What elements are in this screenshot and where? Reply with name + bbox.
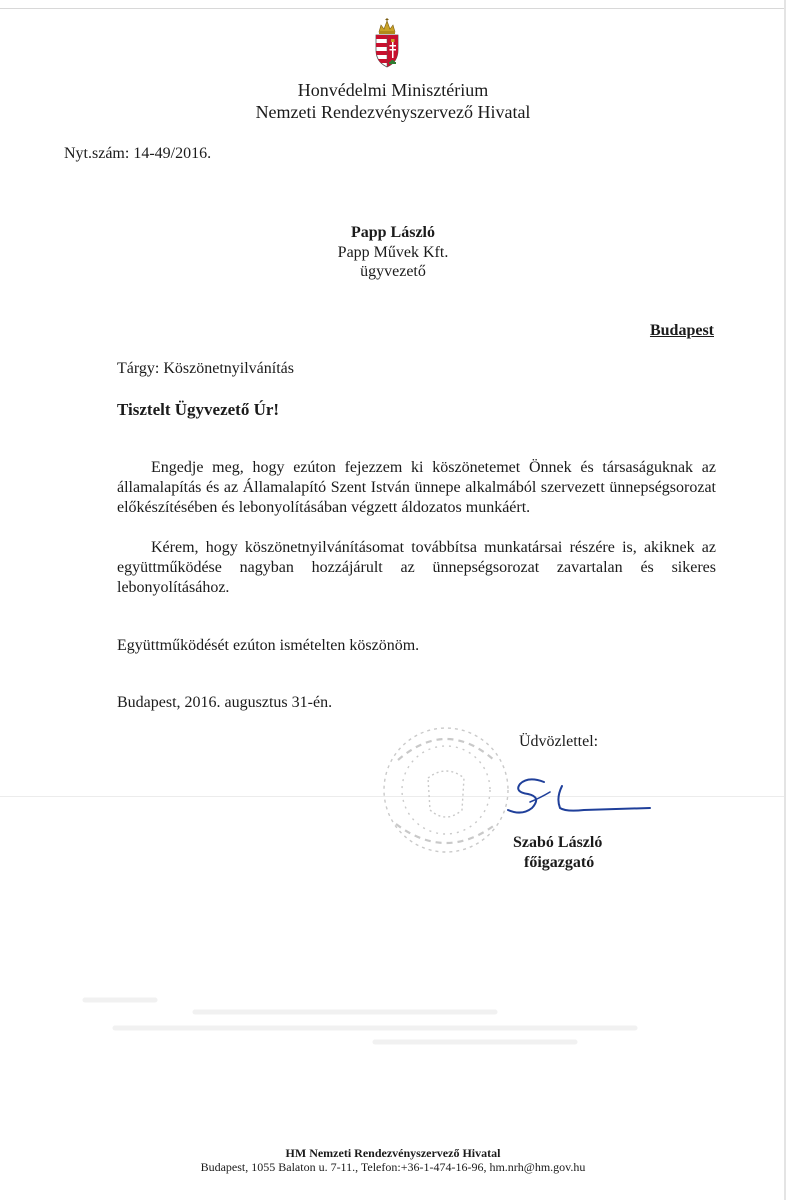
recipient-name: Papp László: [350, 224, 435, 241]
recipient-city: Budapest: [649, 322, 714, 339]
footer-organization: HM Nemzeti Rendezvényszervező Hivatal: [285, 1146, 501, 1160]
body-paragraph: Kérem, hogy köszönetnyilvánításomat továbbítsa munkatársai részére is, akiknek az együttműködése nagyban hozzájárult az ünnepségsorozat zavartalan és sikeres lebonyolításához.: [117, 539, 716, 596]
signer-name: Szabó László: [513, 834, 603, 851]
scan-bleed-through: [75, 990, 675, 1050]
stamp-icon: [376, 712, 516, 862]
body-paragraph: Engedje meg, hogy ezúton fejezzem ki köszönetemet Önnek és társaságuknak az államalapítás és az Államalapító Szent István ünnepe alkalmából szervezett ünnepségsorozat előkészítésében és lebonyolításában végzett áldozatos munkáért.: [117, 459, 716, 516]
body-paragraph: Együttműködését ezúton ismételten köszönöm.: [117, 637, 420, 654]
recipient-role: ügyvezető: [360, 263, 426, 280]
subject-line: Tárgy: Köszönetnyilvánítás: [117, 360, 294, 377]
footer-contact: Budapest, 1055 Balaton u. 7-11., Telefon:+36-1-474-16-96, hm.nrh@hm.gov.hu: [200, 1160, 586, 1174]
letterhead-office: Nemzeti Rendezvényszervező Hivatal: [255, 102, 531, 122]
closing-greeting: Üdvözlettel:: [519, 733, 599, 750]
scan-line: [0, 8, 786, 9]
signer-title: főigazgató: [524, 854, 595, 871]
letterhead-ministry: Honvédelmi Minisztérium: [297, 80, 489, 100]
reference-number: Nyt.szám: 14-49/2016.: [64, 145, 212, 162]
date-line: Budapest, 2016. augusztus 31-én.: [117, 694, 333, 711]
signature-icon: [500, 770, 660, 830]
coat-of-arms-icon: [372, 18, 402, 68]
recipient-company: Papp Művek Kft.: [337, 244, 449, 261]
salutation: Tisztelt Ügyvezető Úr!: [117, 400, 280, 419]
